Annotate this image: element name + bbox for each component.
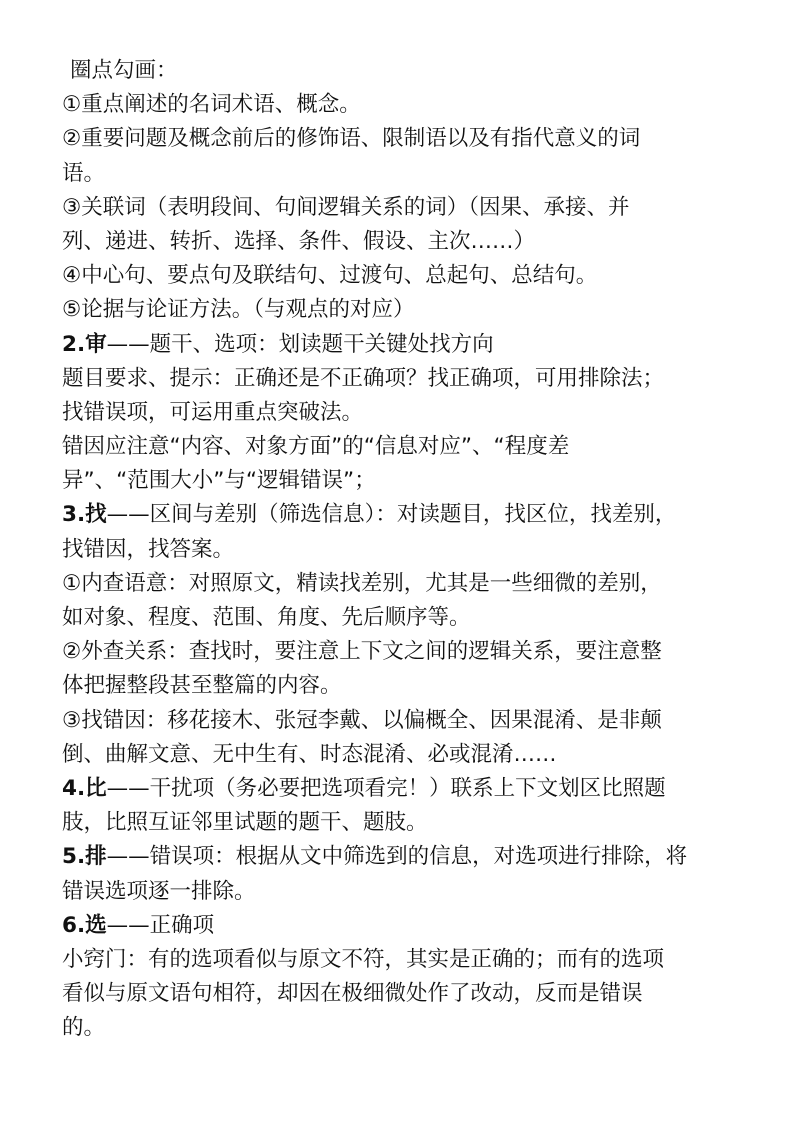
line-text: ——题干、选项：划读题干关键处找方向 — [106, 331, 494, 357]
text-line — [62, 54, 742, 88]
line-text: 如对象、程度、范围、角度、先后顺序等。 — [62, 605, 471, 630]
line-text: 错因应注意“内容、对象方面”的“信息对应”、“程度差 — [62, 434, 570, 460]
text-line — [62, 122, 742, 156]
line-text: 看似与原文语句相符，却因在极细微处作了改动，反而是错误 — [62, 981, 643, 1007]
text-line — [62, 533, 742, 567]
line-text: 肢，比照互证邻里试题的题干、题肢。 — [62, 810, 428, 836]
text-line — [62, 157, 742, 191]
line-text: 小窍门：有的选项看似与原文不符，其实是正确的；而有的选项 — [62, 946, 665, 972]
line-text: 错误选项逐一排除。 — [62, 878, 256, 904]
section-heading: 3.找 — [62, 502, 107, 528]
section-heading-line — [62, 772, 742, 806]
text-line — [62, 977, 742, 1011]
text-line — [62, 943, 742, 977]
line-text: ①内查语意：对照原文，精读找差别，尤其是一些细微的差别， — [62, 570, 662, 596]
document-page — [62, 54, 742, 1045]
text-line — [62, 259, 742, 293]
text-line — [62, 635, 742, 669]
line-text: ——区间与差别（筛选信息）：对读题目，找区位，找差别， — [106, 502, 677, 528]
line-text: ②重要问题及概念前后的修饰语、限制语以及有指代意义的词 — [62, 126, 641, 152]
section-heading: 5.排 — [62, 844, 107, 870]
section-heading-line — [62, 840, 742, 874]
text-line — [62, 464, 742, 498]
line-text: 找错因，找答案。 — [62, 536, 235, 562]
text-line — [62, 396, 742, 430]
text-line — [62, 362, 742, 396]
text-line — [62, 704, 742, 738]
section-heading: 2.审 — [62, 331, 107, 357]
line-text: ②外查关系：查找时，要注意上下文之间的逻辑关系，要注意整 — [62, 639, 662, 665]
line-text: ③关联词（表明段间、句间逻辑关系的词）（因果、承接、并 — [62, 194, 630, 220]
section-heading-line — [62, 328, 742, 362]
line-text: 倒、曲解文意、无中生有、时态混淆、必或混淆…… — [62, 741, 557, 767]
line-text: 语。 — [62, 160, 106, 186]
text-line — [62, 191, 742, 225]
line-text: ——错误项：根据从文中筛选到的信息，对选项进行排除，将 — [106, 844, 688, 870]
line-text: 体把握整段甚至整篇的内容。 — [62, 673, 342, 699]
text-line — [62, 875, 742, 909]
line-text: 找错误项，可运用重点突破法。 — [62, 399, 364, 425]
line-text: ①重点阐述的名词术语、概念。 — [62, 92, 361, 118]
text-line — [62, 806, 742, 840]
text-line — [62, 669, 742, 703]
text-line — [62, 225, 742, 259]
text-line — [62, 430, 742, 464]
line-text: ——干扰项（务必要把选项看完！）联系上下文划区比照题 — [106, 775, 666, 801]
text-line — [62, 601, 742, 635]
text-line — [62, 293, 742, 327]
section-heading-line — [62, 498, 742, 532]
line-text: 圈点勾画： — [70, 58, 178, 83]
text-line — [62, 567, 742, 601]
text-line — [62, 1011, 742, 1045]
line-text: ——正确项 — [106, 912, 215, 938]
line-text: 题目要求、提示：正确还是不正确项？找正确项，可用排除法； — [62, 365, 665, 391]
line-text: 的。 — [62, 1015, 106, 1041]
line-text: ⑤论据与论证方法。（与观点的对应） — [62, 297, 415, 323]
section-heading: 4.比 — [62, 775, 107, 801]
line-text: 异”、“范围大小”与“逻辑错误”； — [62, 468, 376, 494]
section-heading-line — [62, 909, 742, 943]
line-text: 列、递进、转折、选择、条件、假设、主次……） — [62, 228, 536, 254]
text-line — [62, 738, 742, 772]
text-line — [62, 88, 742, 122]
line-text: ④中心句、要点句及联结句、过渡句、总起句、总结句。 — [62, 263, 598, 289]
line-text: ③找错因：移花接木、张冠李戴、以偏概全、因果混淆、是非颠 — [62, 707, 662, 733]
section-heading: 6.选 — [62, 912, 107, 938]
